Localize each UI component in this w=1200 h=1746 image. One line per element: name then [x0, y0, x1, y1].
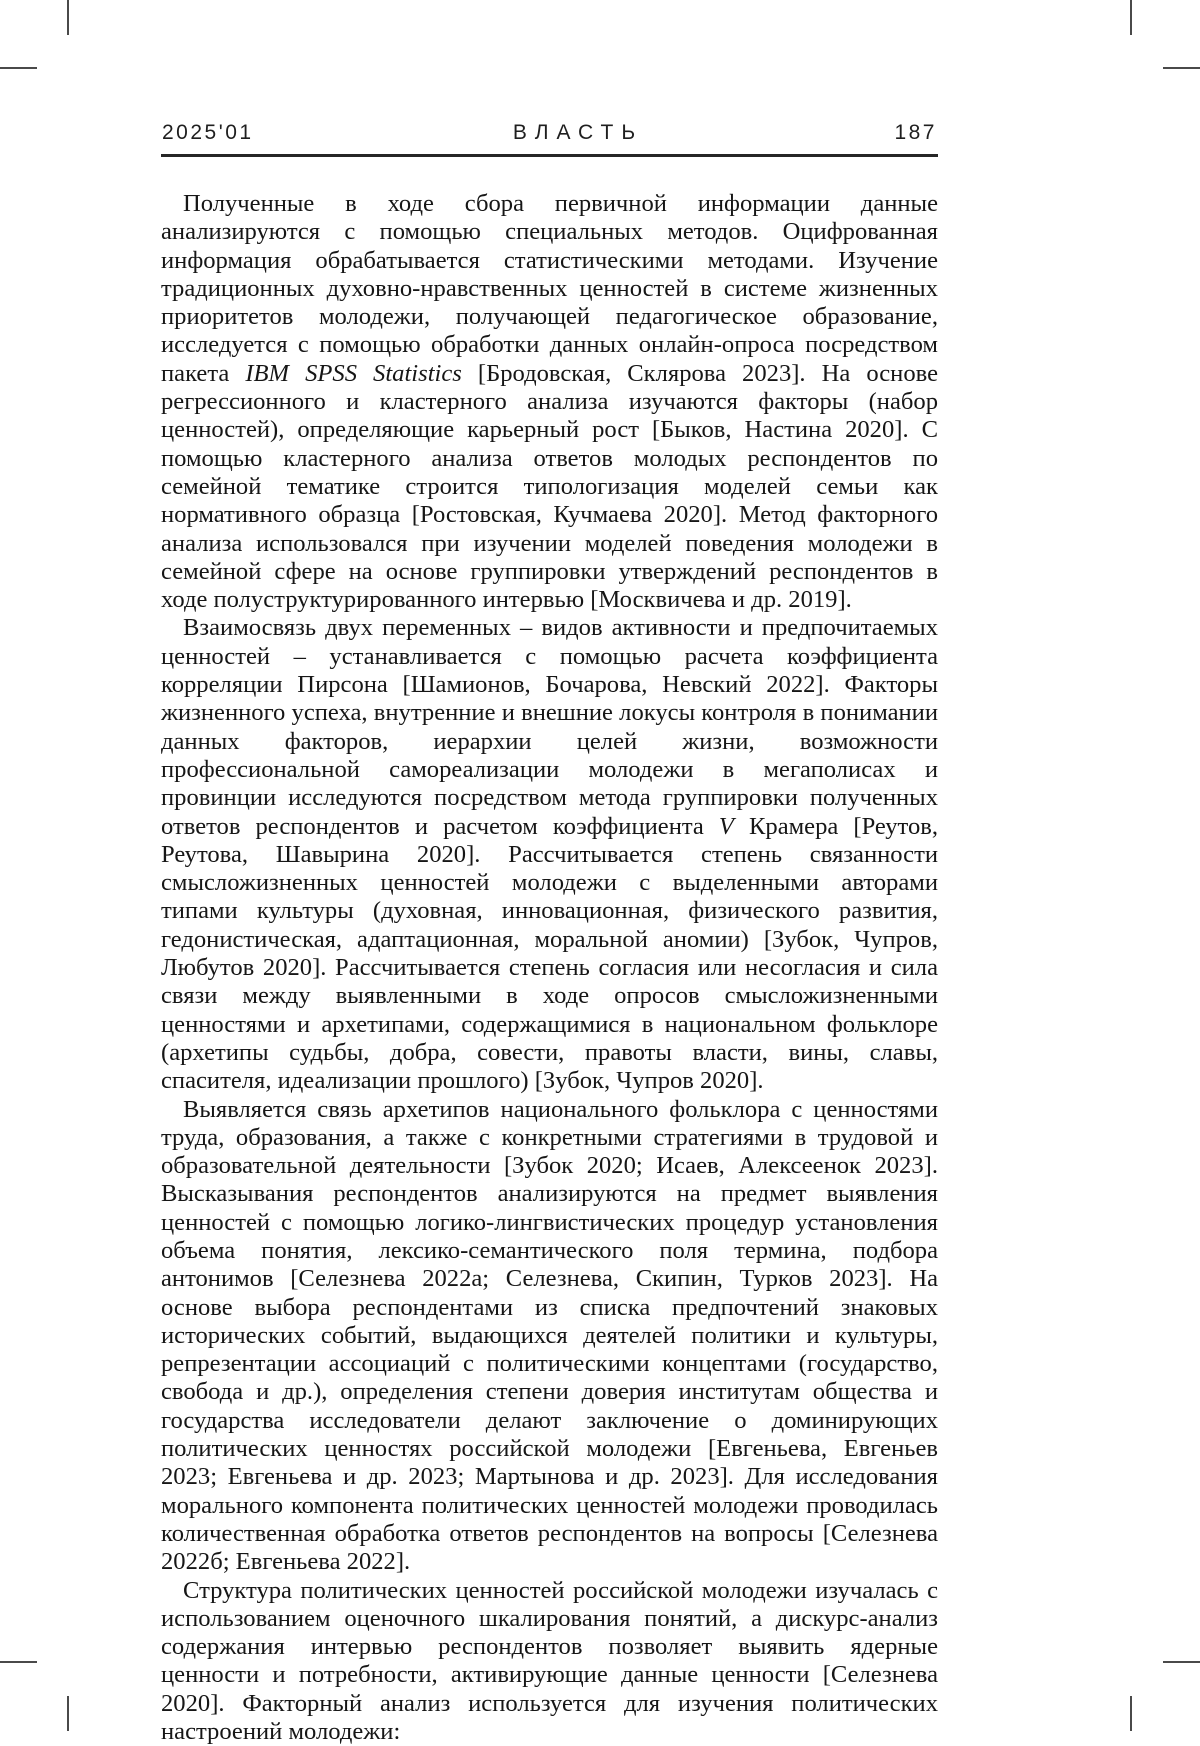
crop-mark-left-top [0, 67, 37, 69]
issue-label: 2025'01 [162, 121, 254, 144]
page-number: 187 [894, 121, 937, 144]
paragraph-folklore-values: Выявляется связь архетипов национального фольклора с ценностями труда, образования, а также с конкретными стратегиями в трудовой и образовательной деятельности [Зубок 2020; Исаев, Алексеенок 2023]. Высказывания респондентов анализируются на предмет выявления ценностей с помощью логико-лингвистических процедур установления объема понятия, лексико-семантического поля термина, подбора антонимов [Селезнева 2022а; Селезнева, Скипин, Турков 2023]. На основе выбора респондентами из списка предпочтений знаковых исторических событий, выдающихся деятелей политики и культуры, репрезентации ассоциаций с политическими концептами (государство, свобода и др.), определения степени доверия институтам общества и государства исследователи делают заключение о доминирующих политических ценностях российской молодежи [Евгеньева, Евгеньев 2023; Евгеньева и др. 2023; Мартынова и др. 2023]. Для исследования морального компонента политических ценностей молодежи проводилась количественная обработка ответов респондентов на вопросы [Селезнева 2022б; Евгеньева 2022]. [161, 1095, 938, 1576]
crop-mark-bottom-left [67, 1696, 69, 1731]
paragraph-correlation-factors: Взаимосвязь двух переменных – видов активности и предпочитаемых ценностей – устанавливается с помощью расчета коэффициента корреляции Пирсона [Шамионов, Бочарова, Невский 2022]. Факторы жизненного успеха, внутренние и внешние локусы контроля в понимании данных факторов, иерархии целей жизни, возможности профессиональной самореализации молодежи в мегаполисах и провинции исследуются посредством метода группировки полученных ответов респондентов и расчетом коэффициента V Крамера [Реутов, Реутова, Шавырина 2020]. Рассчитывается степень связанности смысложизненных ценностей молодежи с выделенными авторами типами культуры (духовная, инновационная, физического развития, гедонистическая, адаптационная, моральной аномии) [Зубок, Чупров, Любутов 2020]. Рассчитывается степень согласия или несогласия и сила связи между выявленными в ходе опросов смысложизненными ценностями и архетипами, содержащимися в национальном фольклоре (архетипы судьбы, добра, совести, правоты власти, вины, славы, спасителя, идеализации прошлого) [Зубок, Чупров 2020]. [161, 614, 938, 1095]
crop-mark-top-right [1130, 0, 1132, 35]
crop-mark-left-bottom [0, 1661, 37, 1663]
journal-title: ВЛАСТЬ [512, 121, 644, 144]
crop-mark-right-bottom [1163, 1661, 1200, 1663]
article-body [161, 190, 938, 1746]
page-content [161, 121, 938, 1746]
crop-mark-top-left [67, 0, 69, 35]
crop-mark-right-top [1163, 67, 1200, 69]
header-rule [161, 154, 938, 157]
running-header [161, 121, 938, 154]
paragraph-methods-analysis: Полученные в ходе сбора первичной информации данные анализируются с помощью специальных методов. Оцифрованная информация обрабатывается статистическими методами. Изучение традиционных духовно-нравственных ценностей в системе жизненных приоритетов молодежи, получающей педагогическое образование, исследуется с помощью обработки данных онлайн-опроса посредством пакета IBM SPSS Statistics [Бродовская, Склярова 2023]. На основе регрессионного и кластерного анализа изучаются факторы (набор ценностей), определяющие карьерный рост [Быков, Настина 2020]. С помощью кластерного анализа ответов молодых респондентов по семейной тематике строится типологизация моделей семьи как нормативного образца [Ростовская, Кучмаева 2020]. Метод факторного анализа использовался при изучении моделей поведения молодежи в семейной сфере на основе группировки утверждений респондентов в ходе полуструктурированного интервью [Москвичева и др. 2019]. [161, 190, 938, 614]
crop-mark-bottom-right [1130, 1696, 1132, 1731]
paragraph-political-values-structure: Структура политических ценностей российской молодежи изучалась с использованием оценочного шкалирования понятий, а дискурс-анализ содержания интервью респондентов позволяет выявить ядерные ценности и потребности, активирующие данные ценности [Селезнева 2020]. Факторный анализ используется для изучения политических настроений молодежи: [161, 1576, 938, 1746]
